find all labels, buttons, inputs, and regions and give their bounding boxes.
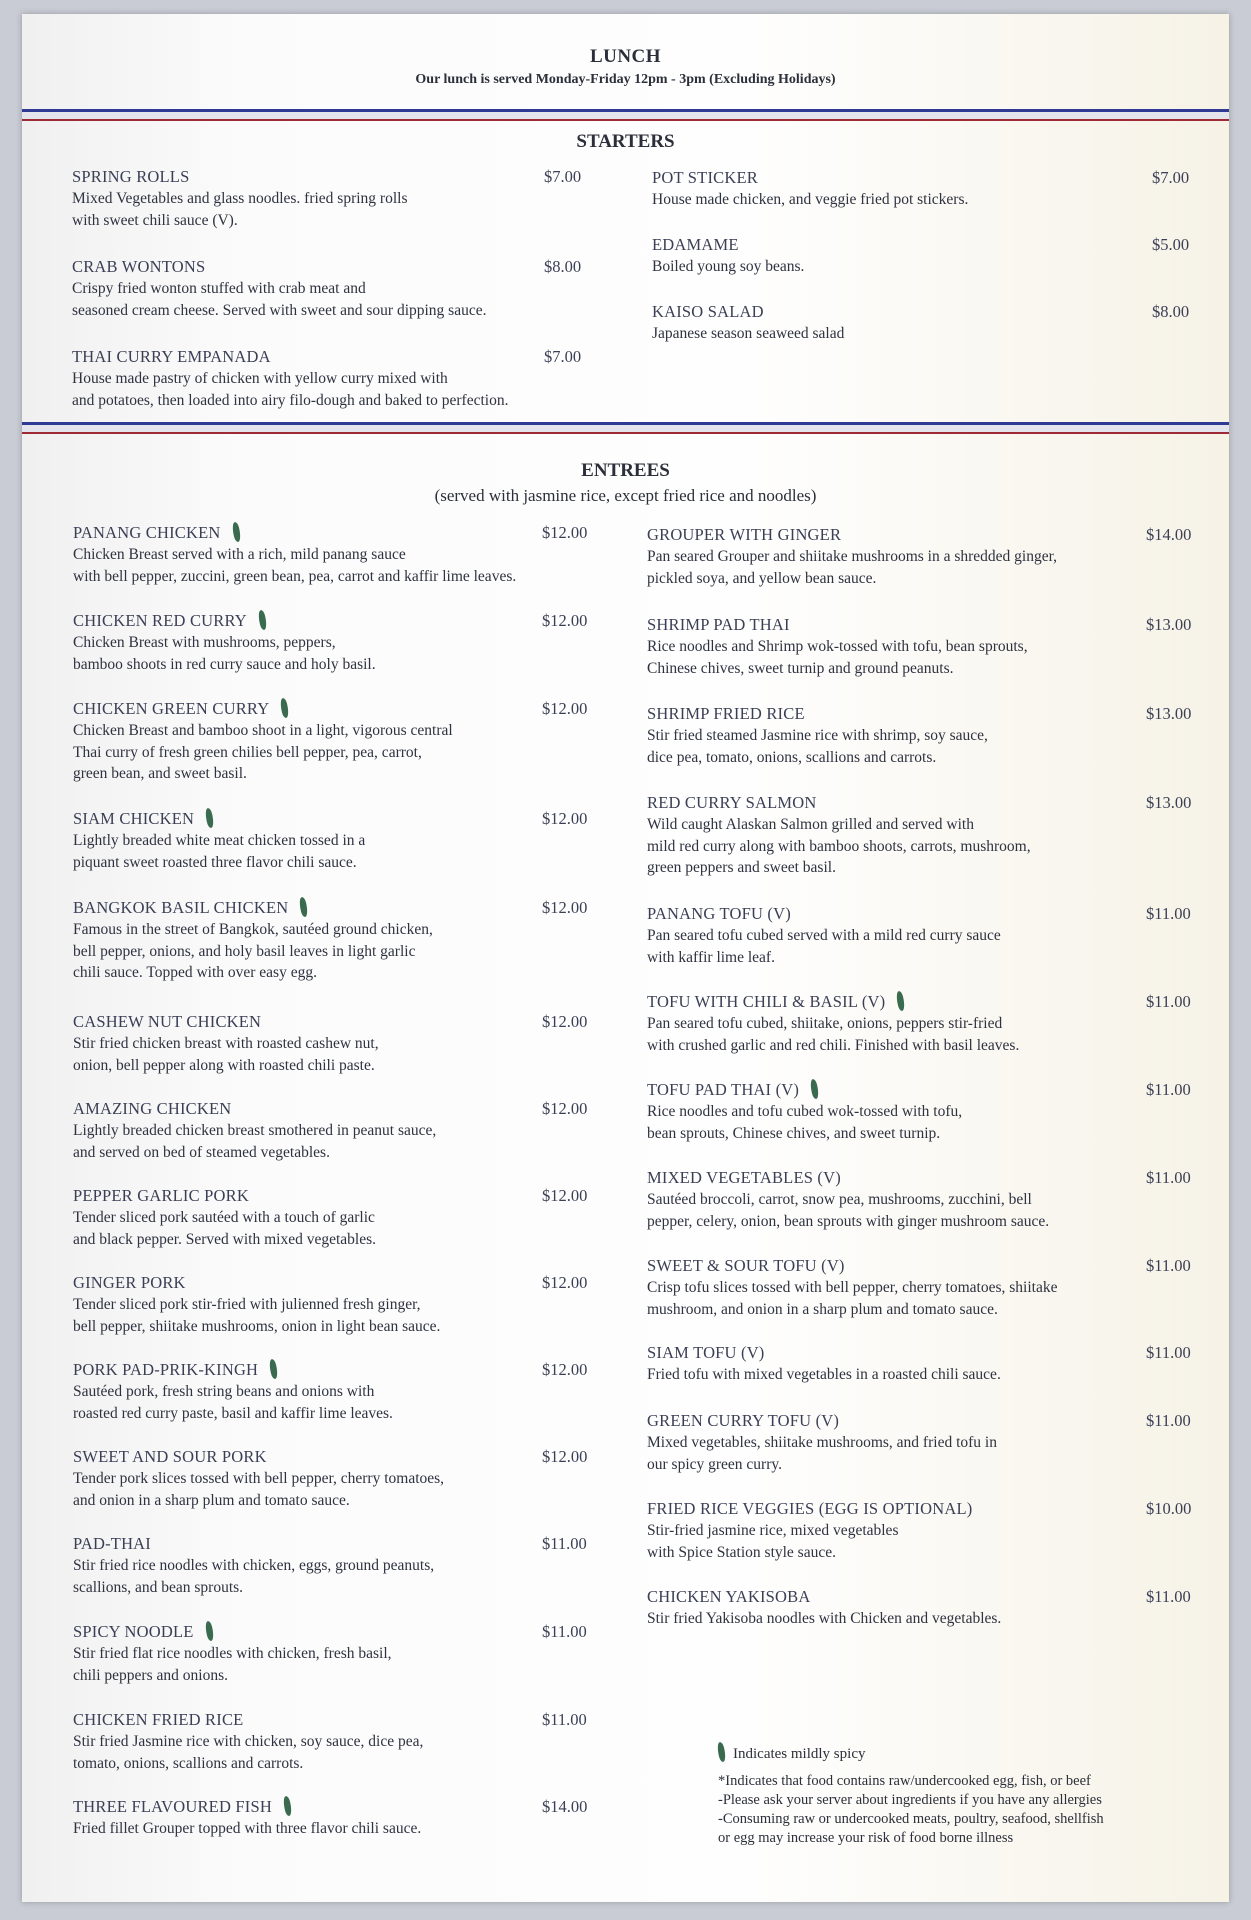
description-line: Crisp tofu slices tossed with bell pepper, cherry tomatoes, shiitake xyxy=(647,1279,1058,1296)
menu-item-price: $7.00 xyxy=(1152,168,1190,187)
menu-item-description xyxy=(647,814,1031,879)
starters-title: STARTERS xyxy=(576,131,675,152)
description-line: House made pastry of chicken with yellow curry mixed with xyxy=(72,370,448,387)
menu-item xyxy=(647,1498,1192,1563)
menu-item-name-text: CHICKEN YAKISOBA xyxy=(647,1587,811,1606)
menu-item-name-text: FRIED RICE VEGGIES (EGG IS OPTIONAL) xyxy=(647,1499,973,1518)
spicy-legend xyxy=(718,1742,1178,1764)
menu-item-name-text: PAD-THAI xyxy=(73,1534,151,1553)
description-line: Stir fried rice noodles with chicken, eggs, ground peanuts, xyxy=(73,1557,435,1574)
menu-item xyxy=(73,1272,588,1337)
menu-item xyxy=(647,1586,1191,1630)
chili-pepper-icon xyxy=(279,697,291,718)
menu-item-name xyxy=(652,234,804,256)
description-line: Stir fried chicken breast with roasted cashew nut, xyxy=(73,1035,379,1052)
menu-item-description xyxy=(647,546,1057,589)
description-line: Mixed vegetables, shiitake mushrooms, and fried tofu in xyxy=(647,1434,997,1451)
menu-item-name xyxy=(647,1167,1049,1189)
menu-item-description xyxy=(73,544,516,587)
menu-item-name-text: TOFU WITH CHILI & BASIL (V) xyxy=(647,992,886,1011)
description-line: scallions, and bean sprouts. xyxy=(73,1578,244,1596)
menu-item-name-text: TOFU PAD THAI (V) xyxy=(647,1080,800,1099)
menu-item-name xyxy=(647,614,1028,636)
description-line: Chicken Breast served with a rich, mild panang sauce xyxy=(73,546,406,563)
menu-item-price: $12.00 xyxy=(542,523,588,542)
menu-item-name-text: SIAM TOFU (V) xyxy=(647,1343,765,1362)
menu-item xyxy=(73,897,588,984)
description-line: green peppers and sweet basil. xyxy=(647,859,836,876)
note-line: -Consuming raw or undercooked meats, poultry, seafood, shellfish xyxy=(718,1811,1104,1827)
menu-item-price: $13.00 xyxy=(1146,704,1192,723)
menu-item-name xyxy=(73,1272,440,1294)
menu-item-name-text: GINGER PORK xyxy=(73,1273,186,1292)
description-line: mild red curry along with bamboo shoots, carrots, mushroom, xyxy=(647,837,1031,855)
menu-item xyxy=(647,614,1192,679)
menu-item-price: $11.00 xyxy=(1146,1168,1191,1187)
menu-item-description xyxy=(647,1277,1057,1320)
menu-item-name-text: SHRIMP PAD THAI xyxy=(647,615,790,634)
menu-item-name xyxy=(647,1079,962,1101)
menu-item-price: $11.00 xyxy=(1146,992,1191,1011)
menu-item-price: $12.00 xyxy=(542,1273,588,1292)
menu-item xyxy=(73,1446,588,1511)
description-line: Sautéed pork, fresh string beans and onions with xyxy=(73,1383,375,1400)
description-line: Famous in the street of Bangkok, sautéed ground chicken, xyxy=(73,921,433,938)
menu-item-name xyxy=(652,301,844,323)
note-line: or egg may increase your risk of food borne illness xyxy=(718,1830,1014,1846)
entrees-subtitle: (served with jasmine rice, except fried rice and noodles) xyxy=(434,486,817,505)
menu-item-price: $12.00 xyxy=(542,1186,588,1205)
menu-item-price: $7.00 xyxy=(544,167,582,186)
menu-item-name-text: CHICKEN GREEN CURRY xyxy=(73,699,270,718)
menu-item-description xyxy=(73,1033,379,1076)
menu-item xyxy=(647,1255,1191,1320)
menu-item xyxy=(72,256,582,321)
menu-item-name-text: MIXED VEGETABLES (V) xyxy=(647,1168,841,1187)
description-line: chili peppers and onions. xyxy=(73,1666,228,1684)
menu-item-description xyxy=(647,1608,1001,1630)
divider-top xyxy=(22,109,1229,121)
menu-item xyxy=(652,301,1190,345)
menu-item-name-text: BANGKOK BASIL CHICKEN xyxy=(73,898,289,917)
description-line: mushroom, and onion in a sharp plum and tomato sauce. xyxy=(647,1300,998,1318)
menu-item-name-text: CHICKEN FRIED RICE xyxy=(73,1710,244,1729)
chili-pepper-icon xyxy=(268,1358,280,1379)
menu-item-name-text: SWEET & SOUR TOFU (V) xyxy=(647,1256,845,1275)
description-line: Stir fried steamed Jasmine rice with shrimp, soy sauce, xyxy=(647,727,988,744)
menu-item-name-text: RED CURRY SALMON xyxy=(647,793,817,812)
description-line: Pan seared tofu cubed, shiitake, onions, peppers stir-fried xyxy=(647,1015,1003,1032)
menu-item-name xyxy=(647,1586,1001,1608)
menu-item-name-text: KAISO SALAD xyxy=(652,302,764,321)
description-line: our spicy green curry. xyxy=(647,1455,782,1473)
menu-item-name-text: PANANG CHICKEN xyxy=(73,523,221,542)
menu-item-name xyxy=(73,522,516,544)
menu-item-price: $11.00 xyxy=(542,1622,587,1641)
menu-item-price: $12.00 xyxy=(542,1447,588,1466)
description-line: Boiled young soy beans. xyxy=(652,258,805,275)
menu-item-price: $11.00 xyxy=(542,1534,587,1553)
menu-item xyxy=(652,234,1190,278)
menu-item xyxy=(73,698,588,785)
description-line: seasoned cream cheese. Served with sweet and sour dipping sauce. xyxy=(72,301,487,319)
description-line: onion, bell pepper along with roasted chili paste. xyxy=(73,1056,375,1074)
chili-pepper-icon xyxy=(282,1795,294,1816)
menu-item-name xyxy=(73,1011,379,1033)
menu-item-description xyxy=(73,1120,436,1163)
menu-item xyxy=(73,1621,587,1686)
menu-item xyxy=(647,1079,1191,1144)
description-line: with Spice Station style sauce. xyxy=(647,1543,836,1561)
menu-item-price: $11.00 xyxy=(1146,1587,1191,1606)
menu-item-name-text: SWEET AND SOUR PORK xyxy=(73,1447,267,1466)
chili-pepper-icon xyxy=(298,896,310,917)
menu-item-name xyxy=(647,703,988,725)
menu-item xyxy=(647,792,1192,879)
menu-item xyxy=(73,808,588,873)
menu-item-description xyxy=(73,1818,421,1840)
menu-item xyxy=(73,522,588,587)
menu-item xyxy=(647,1167,1191,1232)
description-line: green bean, and sweet basil. xyxy=(73,765,247,782)
menu-item-name xyxy=(73,1533,434,1555)
chili-pepper-icon xyxy=(895,990,907,1011)
menu-item-price: $11.00 xyxy=(1146,1256,1191,1275)
menu-item-name-text: AMAZING CHICKEN xyxy=(73,1099,232,1118)
menu-item-price: $10.00 xyxy=(1146,1499,1192,1518)
description-line: Stir-fried jasmine rice, mixed vegetables xyxy=(647,1522,899,1539)
menu-item xyxy=(72,166,582,231)
menu-item-description xyxy=(73,1643,392,1686)
menu-item xyxy=(647,1410,1191,1475)
menu-item xyxy=(73,610,588,675)
menu-item-price: $12.00 xyxy=(542,699,588,718)
menu-item-name xyxy=(73,808,365,830)
menu-item-name-text: CASHEW NUT CHICKEN xyxy=(73,1012,262,1031)
description-line: Chicken Breast with mushrooms, peppers, xyxy=(73,634,336,651)
menu-item-description xyxy=(647,1364,1001,1386)
menu-item-description xyxy=(647,1013,1019,1056)
menu-item-name-text: CRAB WONTONS xyxy=(72,257,206,276)
description-line: pepper, celery, onion, bean sprouts with ginger mushroom sauce. xyxy=(647,1212,1050,1230)
menu-item-name xyxy=(73,698,453,720)
note-line: -Please ask your server about ingredients if you have any allergies xyxy=(718,1792,1102,1808)
description-line: and potatoes, then loaded into airy filo-dough and baked to perfection. xyxy=(72,391,509,409)
menu-item-price: $14.00 xyxy=(542,1797,588,1816)
menu-item-description xyxy=(72,278,486,321)
menu-item xyxy=(73,1011,588,1076)
description-line: with bell pepper, zuccini, green bean, pea, carrot and kaffir lime leaves. xyxy=(73,567,517,585)
description-line: Pan seared Grouper and shiitake mushrooms in a shredded ginger, xyxy=(647,548,1058,565)
description-line: Lightly breaded chicken breast smothered in peanut sauce, xyxy=(73,1122,437,1139)
menu-item-price: $8.00 xyxy=(1152,302,1190,321)
menu-item-name xyxy=(647,524,1057,546)
menu-item xyxy=(72,346,582,411)
chili-pepper-icon xyxy=(203,1620,215,1641)
menu-item-price: $12.00 xyxy=(542,1012,588,1031)
menu-item-name xyxy=(647,903,1001,925)
menu-item-description xyxy=(647,1101,962,1144)
description-line: Rice noodles and tofu cubed wok-tossed with tofu, xyxy=(647,1103,963,1120)
menu-item-price: $14.00 xyxy=(1146,525,1192,544)
menu-item-description xyxy=(647,1189,1049,1232)
chili-pepper-icon xyxy=(716,1741,728,1762)
menu-item xyxy=(73,1359,588,1424)
menu-item-name-text: PEPPER GARLIC PORK xyxy=(73,1186,249,1205)
menu-item xyxy=(647,703,1192,768)
menu-item-description xyxy=(73,1294,440,1337)
menu-item-name-text: GROUPER WITH GINGER xyxy=(647,525,842,544)
menu-item-description xyxy=(73,1555,434,1598)
divider-middle xyxy=(22,422,1229,434)
description-line: and onion in a sharp plum and tomato sauce. xyxy=(73,1491,350,1509)
description-line: Chinese chives, sweet turnip and ground peanuts. xyxy=(647,659,954,677)
chili-pepper-icon xyxy=(257,609,269,630)
menu-item-price: $12.00 xyxy=(542,809,588,828)
menu-item-name xyxy=(73,1796,421,1818)
menu-item-price: $11.00 xyxy=(1146,1080,1191,1099)
menu-item-name xyxy=(73,1098,436,1120)
menu-item-name xyxy=(647,1498,972,1520)
menu-item-name-text: POT STICKER xyxy=(652,168,758,187)
description-line: pickled soya, and yellow bean sauce. xyxy=(647,569,877,587)
menu-item-name-text: SPICY NOODLE xyxy=(73,1622,194,1641)
description-line: Rice noodles and Shrimp wok-tossed with tofu, bean sprouts, xyxy=(647,638,1028,655)
menu-item xyxy=(73,1709,587,1774)
menu-item-name xyxy=(73,1446,444,1468)
description-line: Fried fillet Grouper topped with three flavor chili sauce. xyxy=(73,1820,422,1837)
menu-item-name-text: THAI CURRY EMPANADA xyxy=(72,347,271,366)
description-line: and served on bed of steamed vegetables. xyxy=(73,1143,330,1161)
menu-item-price: $12.00 xyxy=(542,1099,588,1118)
description-line: Lightly breaded white meat chicken tossed in a xyxy=(73,832,366,849)
description-line: roasted red curry paste, basil and kaffir lime leaves. xyxy=(73,1404,393,1422)
menu-item-name xyxy=(647,792,1031,814)
menu-item-name-text: PORK PAD-PRIK-KINGH xyxy=(73,1360,259,1379)
description-line: Sautéed broccoli, carrot, snow pea, mushrooms, zucchini, bell xyxy=(647,1191,1032,1208)
menu-item xyxy=(647,991,1191,1056)
page-title: LUNCH xyxy=(589,46,662,67)
menu-item-description xyxy=(72,368,508,411)
menu-item-price: $13.00 xyxy=(1146,615,1192,634)
description-line: bamboo shoots in red curry sauce and holy basil. xyxy=(73,655,376,673)
menu-item-description xyxy=(73,632,376,675)
menu-item-description xyxy=(73,1468,444,1511)
menu-item xyxy=(647,524,1192,589)
description-line: Stir fried Yakisoba noodles with Chicken and vegetables. xyxy=(647,1610,1002,1627)
menu-item-name xyxy=(647,1342,1001,1364)
menu-item-price: $8.00 xyxy=(544,257,582,276)
menu-item-name xyxy=(73,897,433,919)
menu-item-name-text: EDAMAME xyxy=(652,235,739,254)
menu-item xyxy=(652,167,1190,211)
menu-item-price: $13.00 xyxy=(1146,793,1192,812)
menu-item-name xyxy=(73,1621,392,1643)
description-line: dice pea, tomato, onions, scallions and carrots. xyxy=(647,748,937,766)
menu-item-description xyxy=(647,1432,997,1475)
menu-item-price: $12.00 xyxy=(542,898,588,917)
menu-item-name xyxy=(72,256,486,278)
menu-item-name xyxy=(647,1410,997,1432)
menu-item-description xyxy=(647,725,988,768)
menu-item-description xyxy=(73,720,453,785)
description-line: with crushed garlic and red chili. Finished with basil leaves. xyxy=(647,1036,1020,1054)
menu-item-price: $11.00 xyxy=(1146,1411,1191,1430)
description-line: and black pepper. Served with mixed vegetables. xyxy=(73,1230,377,1248)
menu-item-price: $11.00 xyxy=(1146,904,1191,923)
description-line: Tender sliced pork sautéed with a touch of garlic xyxy=(73,1209,375,1226)
menu-item-description xyxy=(647,925,1001,968)
entrees-title: ENTREES xyxy=(581,460,670,481)
menu-item-name-text: SPRING ROLLS xyxy=(72,167,190,186)
description-line: piquant sweet roasted three flavor chili sauce. xyxy=(73,853,357,871)
menu-item xyxy=(73,1185,588,1250)
menu-item-name xyxy=(72,346,508,368)
menu-item xyxy=(73,1796,588,1840)
description-line: Thai curry of fresh green chilies bell pepper, pea, carrot, xyxy=(73,743,422,761)
description-line: Stir fried flat rice noodles with chicken, fresh basil, xyxy=(73,1645,392,1662)
description-line: tomato, onions, scallions and carrots. xyxy=(73,1754,304,1772)
menu-item-description xyxy=(73,830,365,873)
menu-item-description xyxy=(73,919,433,984)
description-line: Chicken Breast and bamboo shoot in a light, vigorous central xyxy=(73,722,453,739)
menu-item-name xyxy=(72,166,408,188)
chili-pepper-icon xyxy=(230,521,242,542)
menu-page xyxy=(22,14,1229,1902)
menu-item-description xyxy=(73,1381,393,1424)
description-line: with kaffir lime leaf. xyxy=(647,948,775,966)
menu-item-description xyxy=(652,189,968,211)
menu-item-description xyxy=(647,636,1028,679)
description-line: with sweet chili sauce (V). xyxy=(72,211,238,229)
description-line: Crispy fried wonton stuffed with crab meat and xyxy=(72,280,366,297)
menu-item-name-text: CHICKEN RED CURRY xyxy=(73,611,247,630)
menu-item-price: $11.00 xyxy=(542,1710,587,1729)
menu-item-price: $11.00 xyxy=(1146,1343,1191,1362)
menu-item-name xyxy=(73,1185,376,1207)
menu-item-name-text: PANANG TOFU (V) xyxy=(647,904,791,923)
spicy-legend-label: Indicates mildly spicy xyxy=(733,1746,866,1762)
menu-item-name-text: SIAM CHICKEN xyxy=(73,809,195,828)
menu-item-name xyxy=(647,1255,1057,1277)
menu-item-description xyxy=(72,188,408,231)
menu-item xyxy=(73,1098,588,1163)
menu-item-name xyxy=(73,610,376,632)
menu-item-price: $12.00 xyxy=(542,611,588,630)
description-line: chili sauce. Topped with over easy egg. xyxy=(73,964,317,981)
description-line: bean sprouts, Chinese chives, and sweet turnip. xyxy=(647,1124,941,1142)
lunch-hours: Our lunch is served Monday-Friday 12pm - 3pm (Excluding Holidays) xyxy=(415,72,836,87)
description-line: Japanese season seaweed salad xyxy=(652,325,845,342)
menu-item-description xyxy=(652,256,804,278)
menu-item-price: $12.00 xyxy=(542,1360,588,1379)
description-line: bell pepper, onions, and holy basil leaves in light garlic xyxy=(73,942,416,960)
description-line: Wild caught Alaskan Salmon grilled and served with xyxy=(647,816,974,833)
menu-item xyxy=(647,903,1191,968)
menu-notes xyxy=(718,1742,1178,1848)
description-line: Tender sliced pork stir-fried with julienned fresh ginger, xyxy=(73,1296,421,1313)
chili-pepper-icon xyxy=(204,807,216,828)
description-line: House made chicken, and veggie fried pot stickers. xyxy=(652,191,969,208)
menu-item-name-text: THREE FLAVOURED FISH xyxy=(73,1797,272,1816)
menu-item-name xyxy=(647,991,1019,1013)
menu-item-price: $5.00 xyxy=(1152,235,1190,254)
menu-item-description xyxy=(73,1731,423,1774)
description-line: Tender pork slices tossed with bell pepper, cherry tomatoes, xyxy=(73,1470,445,1487)
menu-item xyxy=(647,1342,1191,1386)
menu-item-name-text: GREEN CURRY TOFU (V) xyxy=(647,1411,840,1430)
description-line: Pan seared tofu cubed served with a mild red curry sauce xyxy=(647,927,1001,944)
note-line: *Indicates that food contains raw/undercooked egg, fish, or beef xyxy=(718,1773,1091,1789)
menu-item-name xyxy=(73,1709,423,1731)
menu-item-price: $7.00 xyxy=(544,347,582,366)
description-line: Stir fried Jasmine rice with chicken, soy sauce, dice pea, xyxy=(73,1733,424,1750)
menu-item-name xyxy=(652,167,968,189)
menu-item-description xyxy=(73,1207,376,1250)
menu-item-name xyxy=(73,1359,393,1381)
description-line: Fried tofu with mixed vegetables in a roasted chili sauce. xyxy=(647,1366,1001,1383)
menu-item-description xyxy=(647,1520,972,1563)
description-line: bell pepper, shiitake mushrooms, onion in light bean sauce. xyxy=(73,1317,441,1335)
menu-item-name-text: SHRIMP FRIED RICE xyxy=(647,704,805,723)
menu-item-description xyxy=(652,323,844,345)
menu-item xyxy=(73,1533,587,1598)
chili-pepper-icon xyxy=(809,1078,821,1099)
description-line: Mixed Vegetables and glass noodles. fried spring rolls xyxy=(72,190,408,207)
